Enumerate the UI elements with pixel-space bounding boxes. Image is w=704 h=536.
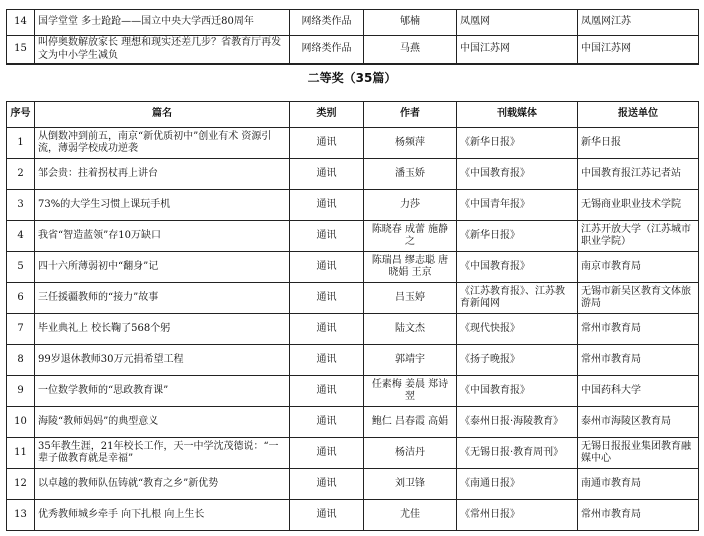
author-cell: 郭靖宇 — [364, 345, 457, 376]
media-cell: 《江苏教育报》、江苏教育新闻网 — [457, 283, 578, 314]
first-prize-table-tail — [6, 9, 699, 65]
author-cell: 刘卫锋 — [364, 469, 457, 500]
media-cell: 中国江苏网 — [457, 36, 578, 65]
article-title: 三任援疆教师的“接力”故事 — [35, 283, 290, 314]
unit-cell: 新华日报 — [578, 128, 699, 159]
author-cell: 杨洁丹 — [364, 438, 457, 469]
category-cell: 通讯 — [290, 221, 364, 252]
row-number: 4 — [7, 221, 35, 252]
unit-cell: 常州市教育局 — [578, 345, 699, 376]
table-header-row — [7, 102, 699, 128]
category-cell: 通讯 — [290, 407, 364, 438]
media-cell: 《无锡日报·教育周刊》 — [457, 438, 578, 469]
header-author: 作者 — [364, 102, 457, 128]
row-number: 5 — [7, 252, 35, 283]
category-cell: 网络类作品 — [290, 36, 364, 65]
article-title: 一位数学教师的“思政教育课” — [35, 376, 290, 407]
author-cell: 陈瑞昌 缪志聪 唐晓娟 王京 — [364, 252, 457, 283]
unit-cell: 南京市教育局 — [578, 252, 699, 283]
category-cell: 通讯 — [290, 128, 364, 159]
author-cell: 郇楠 — [364, 10, 457, 36]
article-title: 毕业典礼上 校长鞠了568个躬 — [35, 314, 290, 345]
header-media: 刊载媒体 — [457, 102, 578, 128]
article-title: 35年教生涯，21年校长工作，天一中学沈茂德说：“一辈子做教育就是幸福” — [35, 438, 290, 469]
row-number: 10 — [7, 407, 35, 438]
article-title: 从倒数冲到前五，南京“新优质初中”创业有术 资源引流，薄弱学校成功逆袭 — [35, 128, 290, 159]
unit-cell: 常州市教育局 — [578, 314, 699, 345]
category-cell: 通讯 — [290, 159, 364, 190]
row-number: 11 — [7, 438, 35, 469]
article-title: 国学堂堂 多士跄跄——国立中央大学西迁80周年 — [35, 10, 290, 36]
table-row — [7, 500, 699, 531]
row-number: 1 — [7, 128, 35, 159]
table-row — [7, 345, 699, 376]
row-number: 14 — [7, 10, 35, 36]
media-cell: 《南通日报》 — [457, 469, 578, 500]
row-number: 9 — [7, 376, 35, 407]
media-cell: 《中国教育报》 — [457, 252, 578, 283]
table-row — [7, 128, 699, 159]
article-title: 海陵“教师妈妈”的典型意义 — [35, 407, 290, 438]
article-title: 以卓越的教师队伍铸就“教育之乡”新优势 — [35, 469, 290, 500]
article-title: 优秀教师城乡牵手 向下扎根 向上生长 — [35, 500, 290, 531]
table-row — [7, 376, 699, 407]
article-title: 我省“智造蓝领”存10万缺口 — [35, 221, 290, 252]
table-row — [7, 314, 699, 345]
author-cell: 吕玉婷 — [364, 283, 457, 314]
row-number: 13 — [7, 500, 35, 531]
category-cell: 通讯 — [290, 314, 364, 345]
section-title: 二等奖（35篇） — [307, 71, 397, 85]
category-cell: 通讯 — [290, 190, 364, 221]
header-title: 篇名 — [35, 102, 290, 128]
table-row — [7, 252, 699, 283]
category-cell: 通讯 — [290, 283, 364, 314]
unit-cell: 常州市教育局 — [578, 500, 699, 531]
unit-cell: 中国教育报江苏记者站 — [578, 159, 699, 190]
media-cell: 《中国教育报》 — [457, 376, 578, 407]
author-cell: 潘玉娇 — [364, 159, 457, 190]
category-cell: 通讯 — [290, 469, 364, 500]
unit-cell: 中国江苏网 — [578, 36, 699, 65]
author-cell: 杨频萍 — [364, 128, 457, 159]
article-title: 73%的大学生习惯上课玩手机 — [35, 190, 290, 221]
article-title: 四十六所薄弱初中“翻身”记 — [35, 252, 290, 283]
table-row — [7, 190, 699, 221]
media-cell: 《现代快报》 — [457, 314, 578, 345]
table-row — [7, 159, 699, 190]
category-cell: 通讯 — [290, 376, 364, 407]
table-row — [7, 36, 699, 65]
author-cell: 尤佳 — [364, 500, 457, 531]
table-row — [7, 283, 699, 314]
row-number: 8 — [7, 345, 35, 376]
table-row — [7, 469, 699, 500]
header-category: 类别 — [290, 102, 364, 128]
media-cell: 《新华日报》 — [457, 221, 578, 252]
unit-cell: 南通市教育局 — [578, 469, 699, 500]
row-number: 2 — [7, 159, 35, 190]
unit-cell: 泰州市海陵区教育局 — [578, 407, 699, 438]
author-cell: 陈晓春 成蕾 施静之 — [364, 221, 457, 252]
unit-cell: 中国药科大学 — [578, 376, 699, 407]
unit-cell: 江苏开放大学（江苏城市职业学院） — [578, 221, 699, 252]
unit-cell: 无锡商业职业技术学院 — [578, 190, 699, 221]
author-cell: 任素梅 姜晨 郑诗翌 — [364, 376, 457, 407]
media-cell: 《扬子晚报》 — [457, 345, 578, 376]
table-row — [7, 221, 699, 252]
unit-cell: 凤凰网江苏 — [578, 10, 699, 36]
article-title: 邹会贵：拄着拐杖再上讲台 — [35, 159, 290, 190]
article-title: 99岁退休教师30万元捐希望工程 — [35, 345, 290, 376]
header-unit: 报送单位 — [578, 102, 699, 128]
row-number: 6 — [7, 283, 35, 314]
second-prize-table — [6, 101, 699, 531]
author-cell: 力莎 — [364, 190, 457, 221]
table-row — [7, 438, 699, 469]
row-number: 3 — [7, 190, 35, 221]
media-cell: 《中国教育报》 — [457, 159, 578, 190]
row-number: 7 — [7, 314, 35, 345]
header-number: 序号 — [7, 102, 35, 128]
media-cell: 《常州日报》 — [457, 500, 578, 531]
media-cell: 《中国青年报》 — [457, 190, 578, 221]
media-cell: 凤凰网 — [457, 10, 578, 36]
media-cell: 《泰州日报·海陵教育》 — [457, 407, 578, 438]
media-cell: 《新华日报》 — [457, 128, 578, 159]
table-row — [7, 10, 699, 36]
author-cell: 鲍仁 吕春霞 高娟 — [364, 407, 457, 438]
article-title: 叫停奥数解放家长 理想和现实还差几步？省教育厅再发文为中小学生减负 — [35, 36, 290, 65]
author-cell: 陆文杰 — [364, 314, 457, 345]
category-cell: 通讯 — [290, 252, 364, 283]
unit-cell: 无锡市新吴区教育文体旅游局 — [578, 283, 699, 314]
category-cell: 通讯 — [290, 438, 364, 469]
category-cell: 通讯 — [290, 345, 364, 376]
category-cell: 网络类作品 — [290, 10, 364, 36]
table-row — [7, 407, 699, 438]
category-cell: 通讯 — [290, 500, 364, 531]
row-number: 12 — [7, 469, 35, 500]
author-cell: 马燕 — [364, 36, 457, 65]
row-number: 15 — [7, 36, 35, 65]
unit-cell: 无锡日报报业集团教育融媒中心 — [578, 438, 699, 469]
